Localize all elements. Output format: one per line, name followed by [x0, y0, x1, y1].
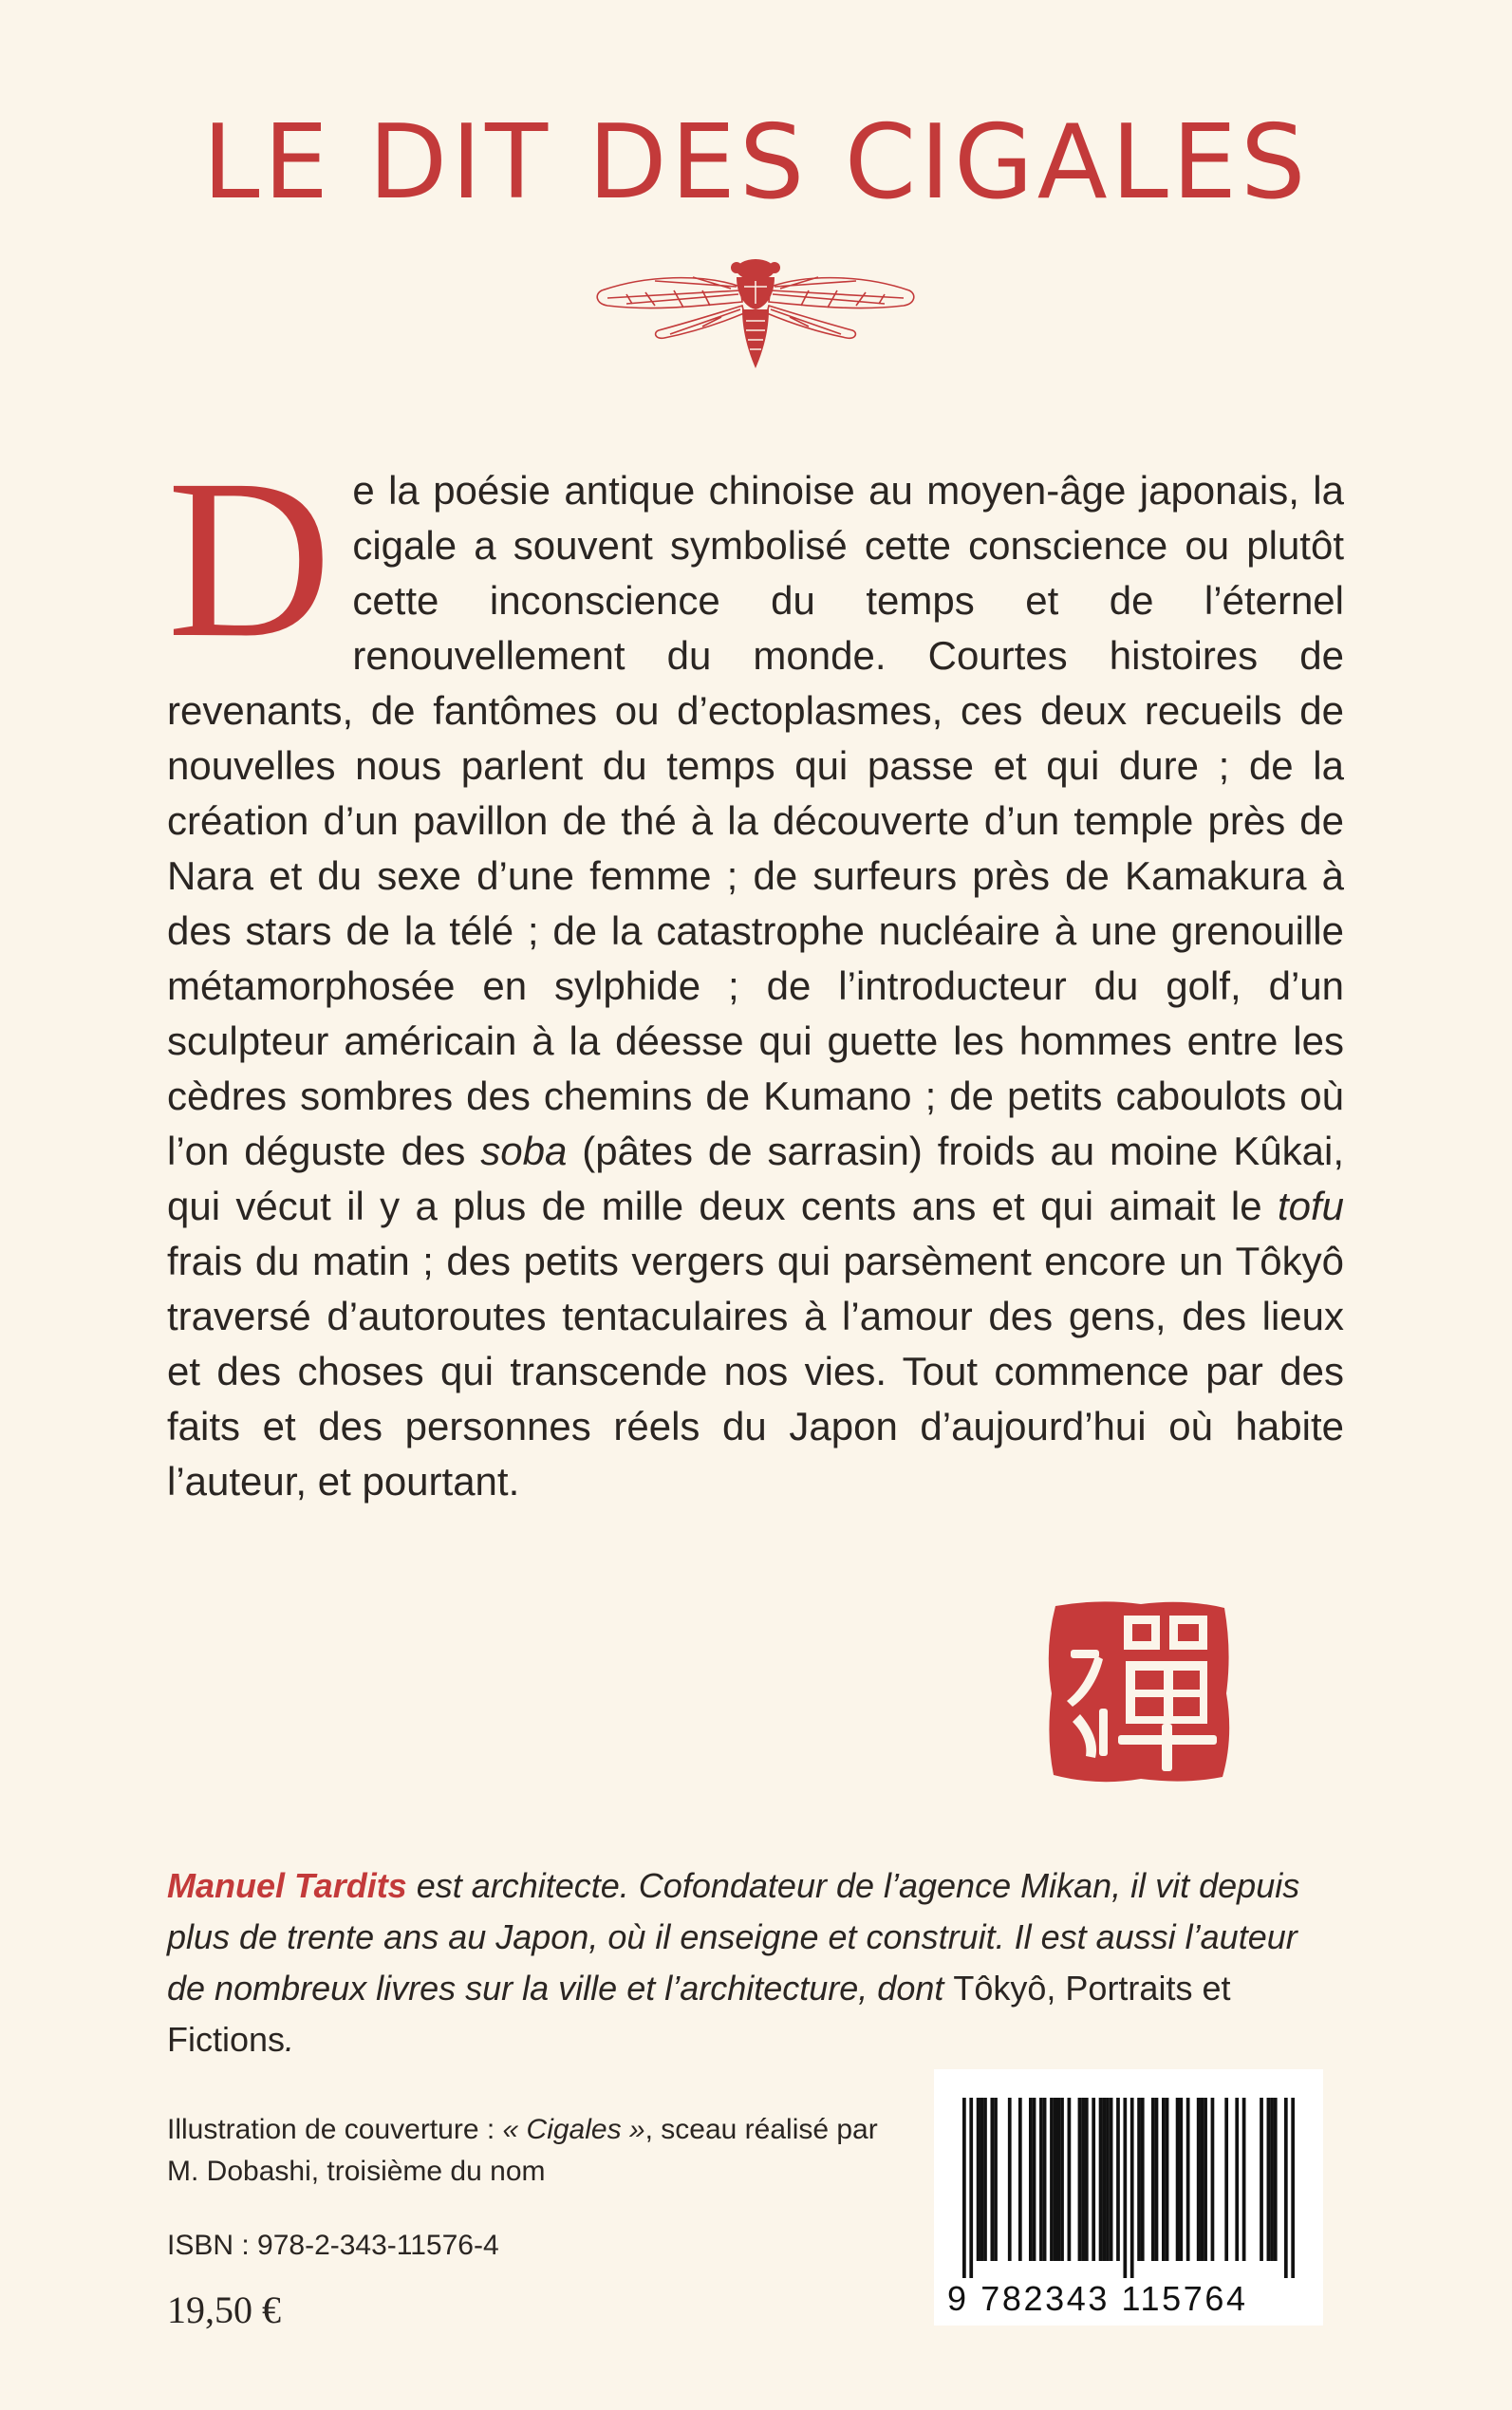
credit-title: « Cigales »	[502, 2114, 645, 2145]
seal-stamp-icon	[1042, 1595, 1236, 1788]
barcode-bar	[1054, 2098, 1057, 2261]
barcode-bar	[1224, 2098, 1228, 2261]
barcode-bar	[1235, 2098, 1239, 2261]
barcode-bar	[1060, 2098, 1064, 2261]
barcode-bar	[1162, 2098, 1166, 2261]
barcode-bar	[1081, 2098, 1085, 2261]
barcode	[934, 2069, 1323, 2326]
barcode-bar	[1050, 2098, 1054, 2261]
blurb-italic-tofu: tofu	[1277, 1184, 1344, 1228]
book-title: LE DIT DES CIGALES	[202, 103, 1310, 222]
barcode-bar	[962, 2098, 966, 2278]
barcode-bar	[1068, 2098, 1072, 2261]
barcode-bar	[1018, 2098, 1022, 2261]
barcode-bar	[1099, 2098, 1103, 2261]
blurb-paragraph	[167, 432, 1344, 1509]
barcode-bars	[962, 2098, 1295, 2278]
barcode-bar	[1260, 2098, 1263, 2261]
barcode-bar	[1110, 2098, 1113, 2261]
barcode-bar	[983, 2098, 987, 2261]
blurb-text-1: e la poésie antique chinoise au moyen-âge japonais, la cigale a souvent symbolisé cette conscience ou plutôt cette inconscience du temps et de l’éternel renouvellement du monde. Courtes histoires de revenants, de fantômes ou d’ectoplasmes, ces deux recueils de nouvelles nous parlent du temps qui passe et qui dure ; de la création d’un pavillon de thé à la découverte d’un temple près de Nara et du sexe d’une femme ; de surfeurs près de Kamakura à des stars de la télé ; de la catastrophe nucléaire à une grenouille métamorphosée en sylphide ; de l’introducteur du golf, d’un sculpteur américain à la déesse qui guette les hommes entre les cèdres sombres des chemins de Kumano ; de petits caboulots où l’on déguste des	[167, 468, 1344, 1173]
blurb-italic-soba: soba	[480, 1129, 568, 1173]
barcode-bar	[1179, 2098, 1183, 2261]
barcode-bar	[1201, 2098, 1204, 2261]
barcode-bar	[1151, 2098, 1155, 2261]
barcode-bar	[1211, 2098, 1215, 2261]
barcode-bar	[1141, 2098, 1145, 2261]
barcode-bar	[1291, 2098, 1295, 2278]
credit-text-1: Illustration de couverture :	[167, 2114, 503, 2145]
drop-cap: D	[167, 432, 332, 684]
barcode-bar	[1043, 2098, 1047, 2261]
blurb-text-3: frais du matin ; des petits vergers qui parsèment encore un Tôkyô traversé d’autoroutes tentaculaires à l’amour des gens, des lieux et des choses qui transcende nos vies. Tout commence par des faits et des personnes réels du Japon d’aujourd’hui où habite l’auteur, et pourtant.	[167, 1239, 1344, 1504]
barcode-bar	[977, 2098, 980, 2261]
barcode-bar	[1056, 2098, 1060, 2261]
isbn: ISBN : 978-2-343-11576-4	[167, 2230, 499, 2261]
barcode-bar	[1092, 2098, 1095, 2261]
bio-book-title: Tôkyô, Portraits et Fictions	[167, 1969, 1231, 2059]
barcode-bar	[1116, 2098, 1120, 2261]
barcode-bar	[1284, 2098, 1288, 2278]
bio-text: est architecte. Cofondateur de l’agence Mikan, il vit depuis plus de trente ans au Japon, où il enseigne et construit. Il est aussi l’auteur de nombreux livres sur la ville et l’architecture, dont	[167, 1866, 1300, 2008]
barcode-bar	[1204, 2098, 1207, 2261]
barcode-bar	[1176, 2098, 1180, 2261]
barcode-bar	[994, 2098, 998, 2261]
barcode-bar	[990, 2098, 994, 2261]
barcode-bar	[980, 2098, 983, 2261]
cicada-icon	[588, 249, 923, 372]
barcode-bar	[1130, 2098, 1134, 2278]
barcode-bar	[1008, 2098, 1012, 2261]
barcode-bar	[1039, 2098, 1043, 2261]
blurb-text-2: (pâtes de sarrasin) froids au moine Kûkai, qui vécut il y a plus de mille deux cents ans et qui aimait le	[167, 1129, 1344, 1228]
barcode-bar	[1033, 2098, 1036, 2261]
barcode-digits: 9 782343 115764	[947, 2279, 1248, 2318]
barcode-bar	[1029, 2098, 1033, 2261]
barcode-bar	[1270, 2098, 1274, 2261]
barcode-bar	[1078, 2098, 1082, 2261]
barcode-bar	[1197, 2098, 1201, 2261]
barcode-bar	[1106, 2098, 1110, 2261]
barcode-bar	[1267, 2098, 1271, 2261]
barcode-bar	[969, 2098, 973, 2278]
barcode-bar	[1085, 2098, 1089, 2261]
barcode-bar	[1242, 2098, 1246, 2261]
illustration-credit	[167, 2109, 888, 2193]
barcode-bar	[1123, 2098, 1127, 2278]
price: 19,50 €	[167, 2289, 281, 2331]
barcode-bar	[1186, 2098, 1190, 2261]
barcode-bar	[1102, 2098, 1106, 2261]
barcode-bar	[1155, 2098, 1159, 2261]
barcode-bar	[1166, 2098, 1169, 2261]
author-name: Manuel Tardits	[167, 1866, 407, 1905]
barcode-bar	[1137, 2098, 1141, 2261]
barcode-bar	[1274, 2098, 1278, 2261]
bio-end: .	[285, 2020, 295, 2059]
author-bio	[167, 1860, 1344, 2065]
credit-text-2: , sceau réalisé par M. Dobashi, troisième du nom	[167, 2114, 878, 2187]
